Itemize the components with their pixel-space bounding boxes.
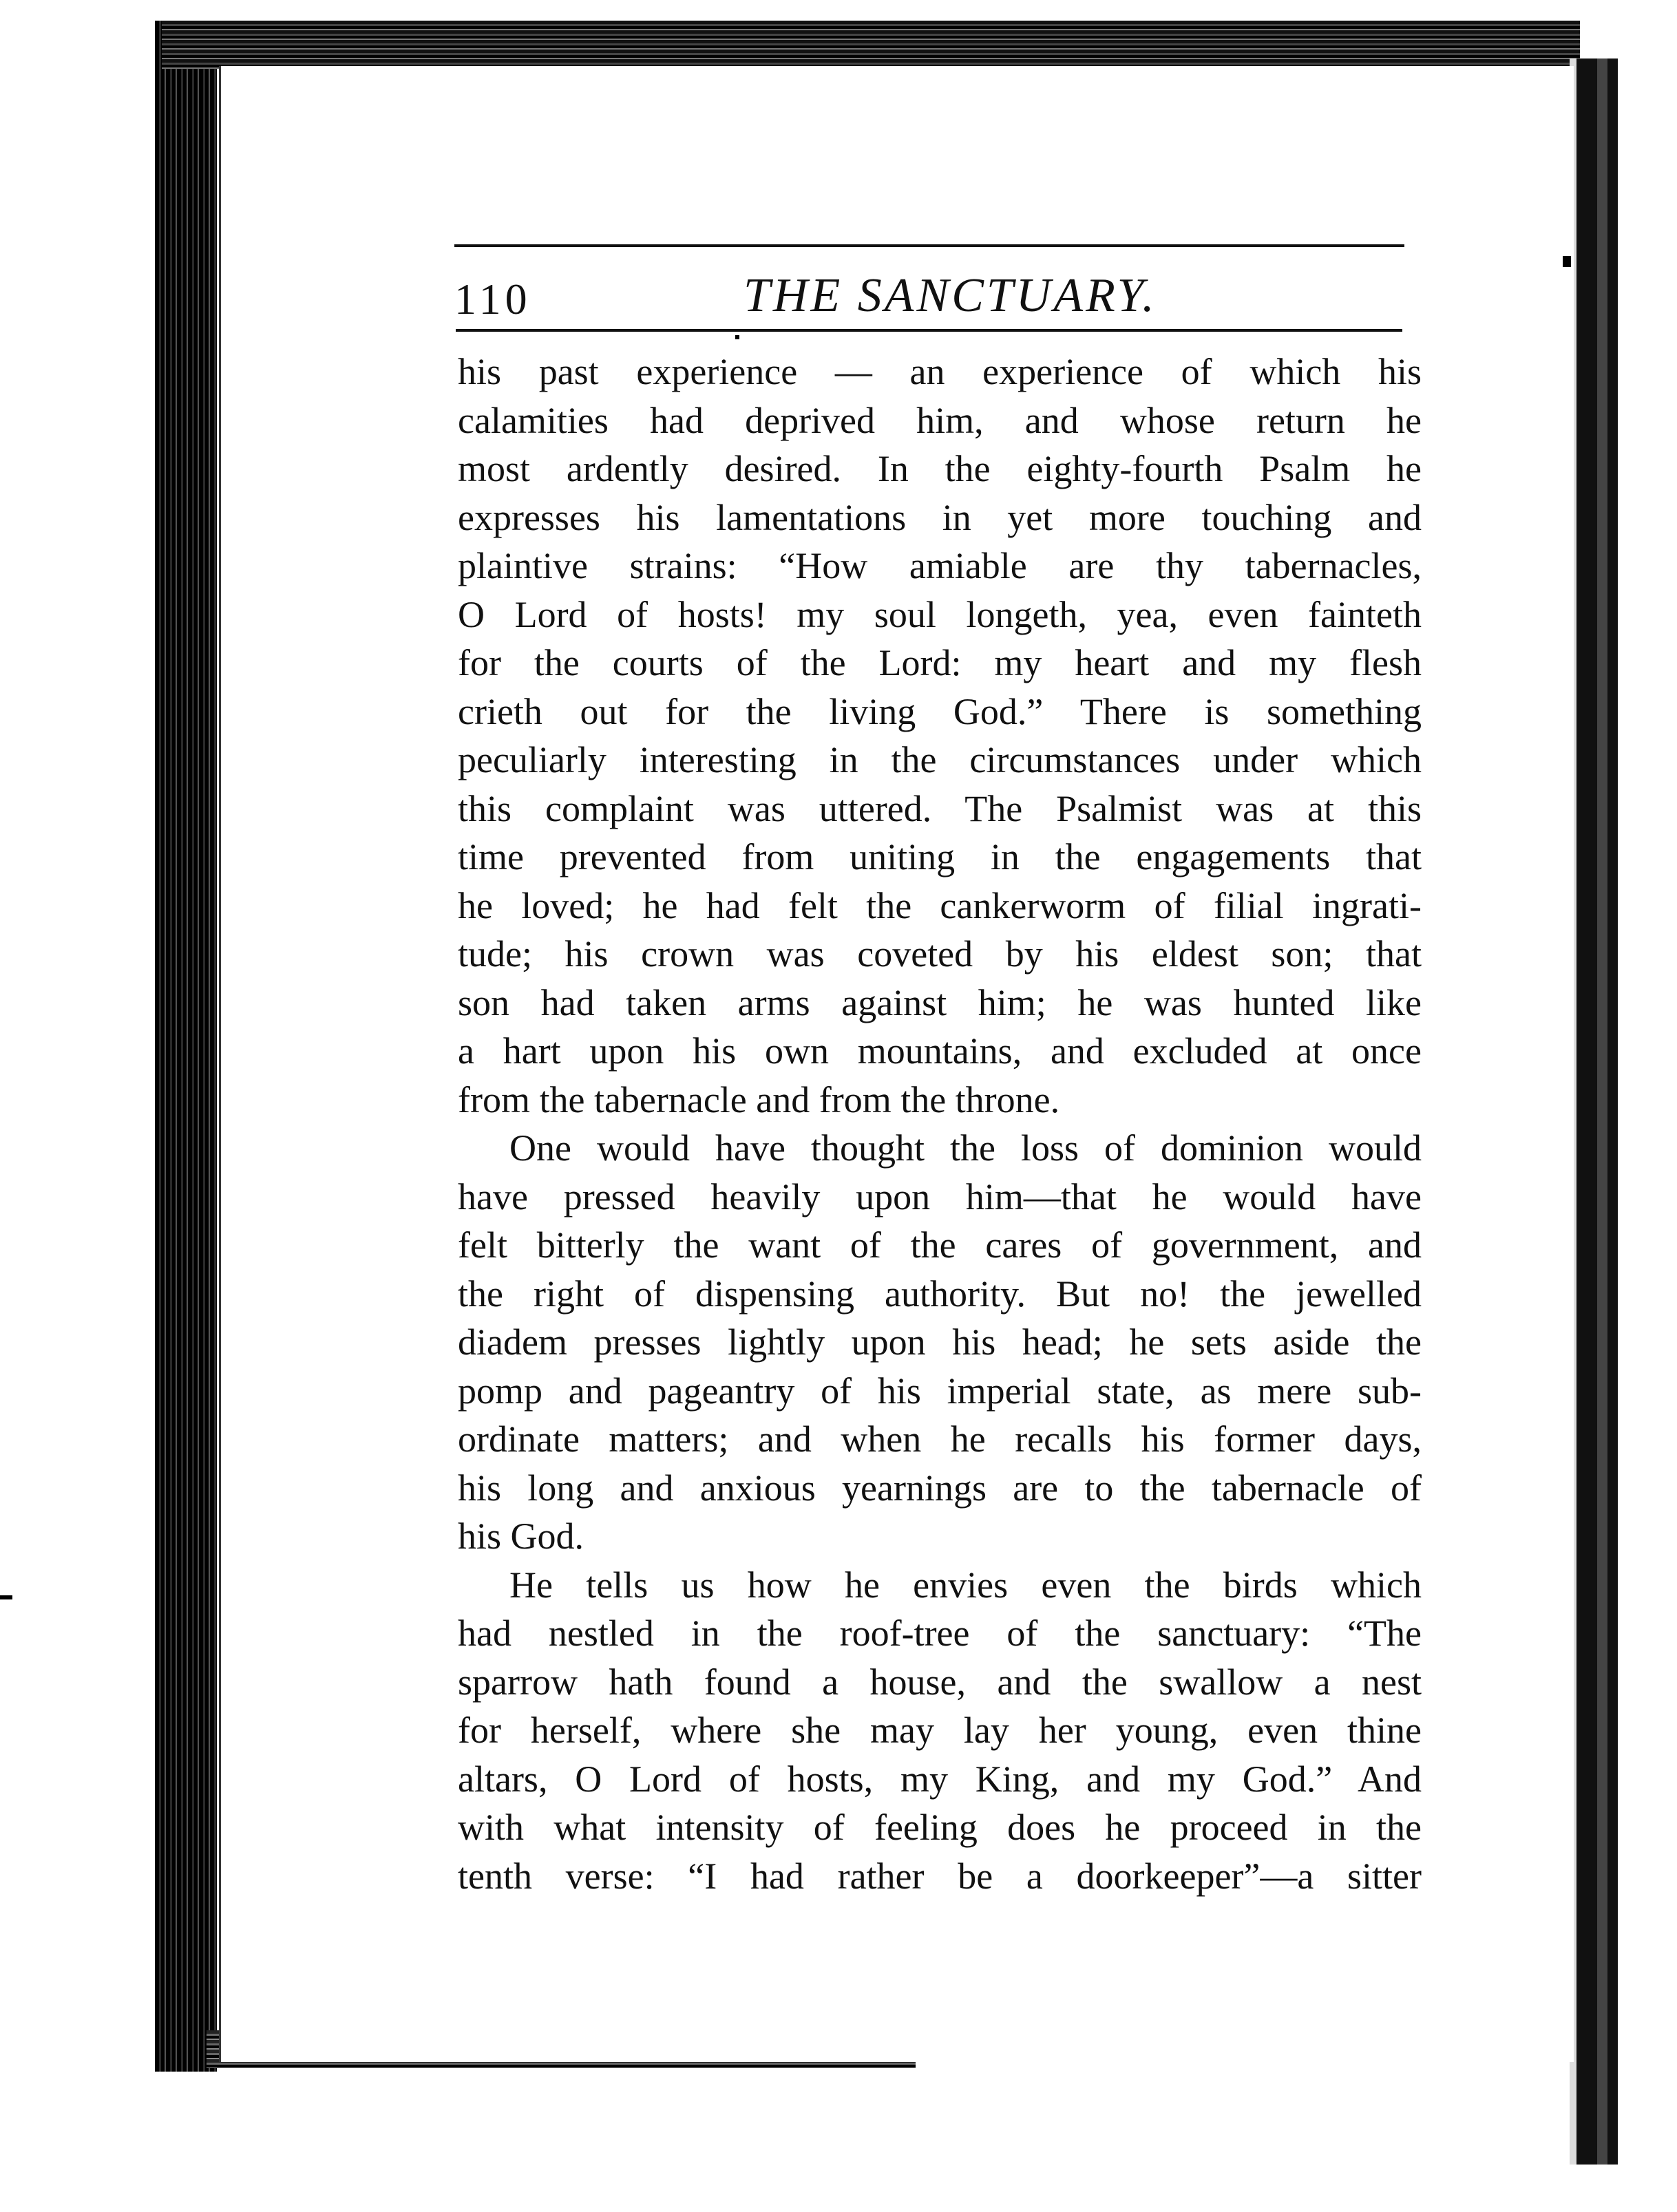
scan-mark xyxy=(0,1595,12,1599)
text-line: He tells us how he envies even the birds which xyxy=(509,1564,1422,1606)
text-line: have pressed heavily upon him—that he would have xyxy=(458,1176,1422,1217)
text-line: this complaint was uttered. The Psalmist was at this xyxy=(458,787,1422,829)
book-binding-edge xyxy=(155,21,217,2072)
text-line: O Lord of hosts! my soul longeth, yea, even fainteth xyxy=(458,593,1422,635)
book-top-edge xyxy=(162,21,1580,69)
text-line: the right of dispensing authority. But no! the jewelled xyxy=(458,1273,1422,1315)
text-line: diadem presses lightly upon his head; he sets aside the xyxy=(458,1321,1422,1363)
header-rule-top xyxy=(454,244,1404,247)
text-line: tude; his crown was coveted by his eldest son; that xyxy=(458,933,1422,975)
text-line: his long and anxious yearnings are to the tabernacle of xyxy=(458,1467,1422,1509)
text-line: altars, O Lord of hosts, my King, and my God.” And xyxy=(458,1758,1422,1800)
text-line: his God. xyxy=(458,1516,584,1557)
text-line: a hart upon his own mountains, and excluded at once xyxy=(458,1030,1422,1072)
text-line: time prevented from uniting in the engagements that xyxy=(458,836,1422,878)
text-line: he loved; he had felt the cankerworm of filial ingrati- xyxy=(458,884,1422,926)
text-line: crieth out for the living God.” There is something xyxy=(458,690,1422,732)
scan-mark xyxy=(1563,256,1571,267)
text-line: plaintive strains: “How amiable are thy tabernacles, xyxy=(458,545,1422,586)
text-line: expresses his lamentations in yet more touching and xyxy=(458,496,1422,538)
text-line: peculiarly interesting in the circumstances under which xyxy=(458,739,1422,780)
text-line: sparrow hath found a house, and the swallow a nest xyxy=(458,1661,1422,1703)
text-line: son had taken arms against him; he was hunted like xyxy=(458,981,1422,1023)
text-line: most ardently desired. In the eighty-fourth Psalm he xyxy=(458,448,1422,489)
text-line: pomp and pageantry of his imperial state, as mere sub- xyxy=(458,1370,1422,1412)
scan-mark xyxy=(735,335,739,339)
text-line: calamities had deprived him, and whose return he xyxy=(458,399,1422,441)
text-line: for herself, where she may lay her young, even thine xyxy=(458,1710,1422,1751)
text-line: ordinate matters; and when he recalls his former days, xyxy=(458,1418,1422,1460)
text-line: One would have thought the loss of dominion would xyxy=(509,1127,1422,1169)
text-line: his past experience — an experience of which his xyxy=(458,351,1422,392)
body-text xyxy=(458,348,1422,1900)
page-number: 110 xyxy=(454,275,531,323)
text-line: felt bitterly the want of the cares of government, and xyxy=(458,1224,1422,1266)
text-line: for the courts of the Lord: my heart and my flesh xyxy=(458,642,1422,683)
header-rule-bottom xyxy=(456,329,1402,332)
book-right-edge xyxy=(1570,59,1618,2165)
text-line: from the tabernacle and from the throne. xyxy=(458,1078,1060,1120)
running-head: THE SANCTUARY. xyxy=(743,269,1157,322)
text-line: with what intensity of feeling does he proceed in the xyxy=(458,1807,1422,1848)
text-line: tenth verse: “I had rather be a doorkeeper”—a sitter xyxy=(458,1855,1422,1897)
text-line: had nestled in the roof-tree of the sanctuary: “The xyxy=(458,1613,1422,1654)
